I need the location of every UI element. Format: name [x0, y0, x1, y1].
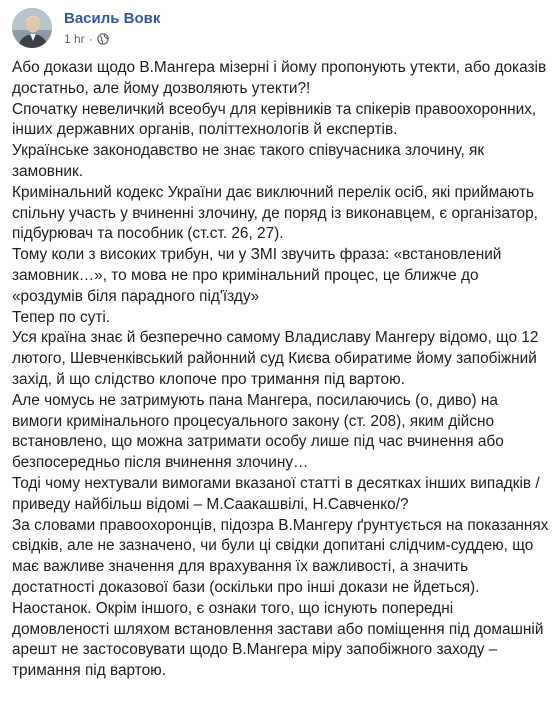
author-avatar[interactable] — [12, 8, 52, 48]
post-meta — [64, 9, 160, 47]
post-paragraph: Але чомусь не затримують пана Мангера, посилаючись (о, диво) на вимоги кримінального процесуального закону (ст. 208), яким дійсно встановлено, що можна затримати особу лише під час вчинення або безпосередньо після вчинення злочину… — [12, 391, 504, 472]
globe-icon[interactable] — [97, 33, 109, 45]
post-paragraph: Спочатку невеличкий всеобуч для керівників та спікерів правоохоронних, інших державних органів, політтехнологів й експертів. — [12, 100, 537, 139]
post-timestamp[interactable]: 1 hr — [64, 32, 85, 46]
post-paragraph: Або докази щодо В.Мангера мізерні і йому пропонують утекти, або доказів достатньо, але йому дозволяють утекти?! — [12, 59, 547, 97]
author-name[interactable]: Василь Вовк — [64, 10, 161, 27]
post-header — [12, 8, 160, 48]
post-paragraph: Кримінальний кодекс України дає виключний перелік осіб, які приймають спільну участь у вчиненні злочину, де поряд із виконавцем, є організатор, підбурювач та пособник (ст.ст. 26, 27). — [12, 183, 538, 243]
post-paragraph: Тепер по суті. — [12, 308, 111, 326]
post-paragraph: Тоді чому нехтували вимогами вказаної статті в десятках інших випадків /приведу найбільш відомі – М.Саакашвілі, Н.Савченко/? — [12, 474, 540, 513]
post-subline — [64, 31, 160, 47]
post-body — [12, 58, 552, 682]
post-paragraph: Українське законодавство не знає такого співучасника злочину, як замовник. — [12, 142, 485, 180]
post-paragraph: Уся країна знає й безперечно самому Владиславу Мангеру відомо, що 12 лютого, Шевченківський районний суд Києва обиратиме йому запобіжний захід, й що слідство клопоче про тримання під вартою. — [12, 329, 539, 388]
post-paragraph: Наостанок. Окрім іншого, є ознаки того, що існують попередні домовленості шляхом встановлення застави або поміщення під домашній арешт не застосовувати щодо В.Мангера міру запобіжного заходу – тримання під вартою. — [12, 599, 544, 680]
post-paragraph: Тому коли з високих трибун, чи у ЗМІ звучить фраза: «встановлений замовник…», то мова не про кримінальний процес, це ближче до «роздумів біля парадного під'їзду» — [12, 246, 502, 305]
post-paragraph: За словами правоохоронців, підозра В.Мангеру ґрунтується на показаннях свідків, але не зазначено, чи були ці свідки допитані слідчим-суддею, що має важливе значення для врахування їх важливості, а значить достатності доказової бази (оскільки про інші докази не йдеться). — [12, 516, 549, 596]
avatar-photo — [12, 8, 52, 48]
meta-separator: · — [88, 32, 93, 46]
